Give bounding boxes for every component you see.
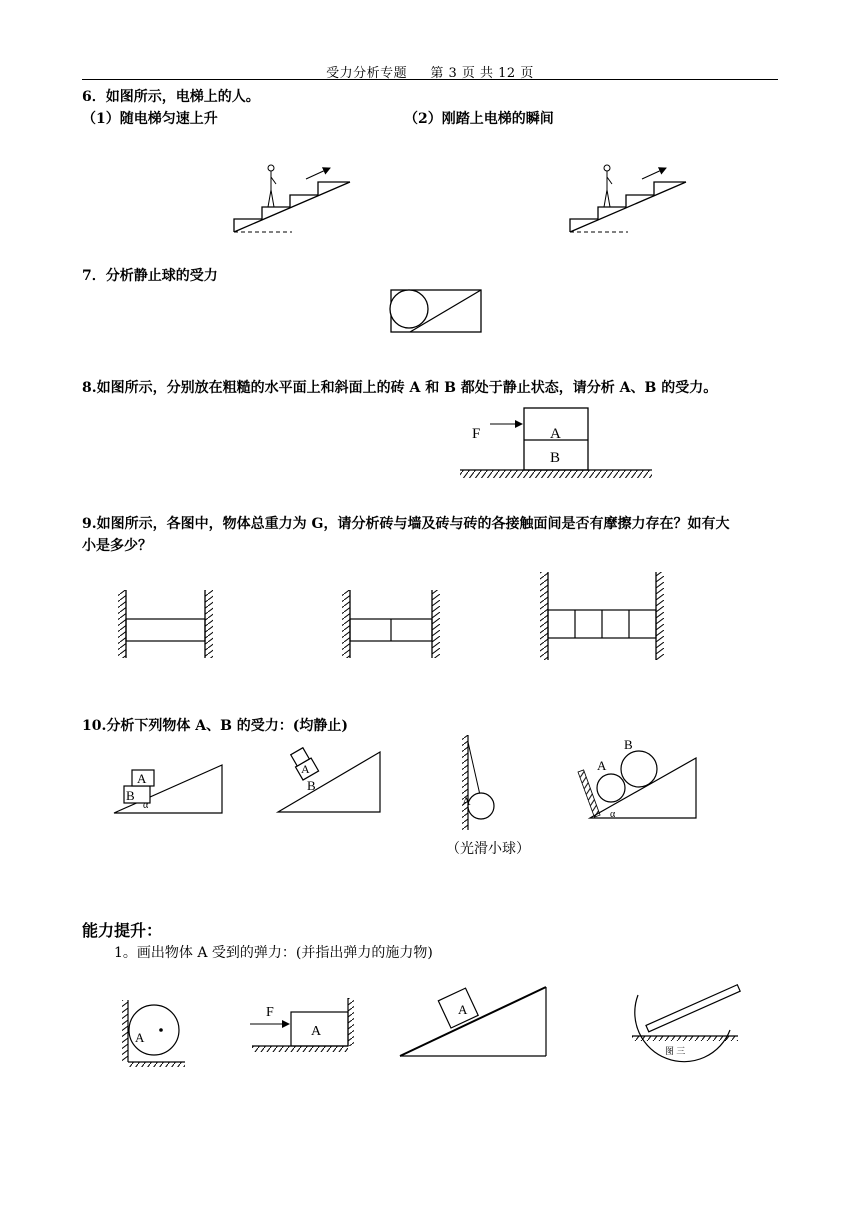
ability-section-title: 能力提升： bbox=[82, 921, 163, 940]
header-title: 受力分析专题 bbox=[326, 66, 408, 81]
question-9-text-line1: 9.如图所示，各图中，物体总重力为 G，请分析砖与墙及砖与砖的各接触面间是否有摩擦力存在？如有大 bbox=[82, 516, 730, 532]
ability-block-wall-figure bbox=[250, 998, 354, 1052]
ability-block-incline-figure bbox=[400, 987, 546, 1056]
ball-in-box-figure bbox=[390, 290, 481, 332]
q10-fig4-label-b: B bbox=[624, 737, 633, 752]
incline-stacked-blocks-figure bbox=[114, 765, 222, 813]
incline-tilted-blocks-figure bbox=[278, 747, 380, 812]
ability-ball-corner-figure bbox=[122, 1000, 185, 1067]
ability-item-1: 1。画出物体 A 受到的弹力：(并指出弹力的施力物) bbox=[114, 945, 433, 961]
escalator-figure-1 bbox=[234, 165, 350, 232]
question-6-text: 6．如图所示，电梯上的人。 bbox=[82, 89, 260, 105]
ability-fig3-label-a: A bbox=[458, 1002, 468, 1017]
stacked-bricks-figure bbox=[460, 408, 652, 478]
question-6-sub2: （2）刚踏上电梯的瞬间 bbox=[404, 111, 554, 127]
ability-fig2-label-f: F bbox=[266, 1005, 274, 1020]
header-page-info: 第 3 页 共 12 页 bbox=[430, 66, 534, 81]
q10-fig2-label-b: B bbox=[307, 778, 316, 793]
q8-label-b: B bbox=[550, 450, 561, 466]
walls-one-brick-figure bbox=[118, 590, 213, 658]
ability-rod-bowl-figure bbox=[632, 985, 740, 1062]
question-8-text: 8.如图所示，分别放在粗糙的水平面上和斜面上的砖 A 和 B 都处于静止状态，请分析 A、B 的受力。 bbox=[82, 380, 718, 396]
question-6-sub1: （1）随电梯匀速上升 bbox=[82, 111, 218, 127]
question-10-text: 10.分析下列物体 A、B 的受力：(均静止) bbox=[82, 718, 349, 734]
walls-four-bricks-figure bbox=[540, 572, 664, 660]
question-10-caption: （光滑小球） bbox=[446, 841, 530, 857]
q10-fig1-alpha: α bbox=[143, 800, 149, 811]
ability-fig1-label-a: A bbox=[135, 1030, 145, 1045]
escalator-figure-2 bbox=[570, 165, 686, 232]
walls-two-bricks-figure bbox=[342, 590, 440, 658]
q10-fig4-alpha: α bbox=[610, 809, 616, 820]
ability-fig4-caption: 图 三 bbox=[665, 1046, 686, 1056]
q8-label-f: F bbox=[472, 426, 481, 442]
q8-label-a: A bbox=[550, 426, 561, 442]
q10-fig2-label-a: A bbox=[301, 762, 310, 776]
q10-fig1-label-b: B bbox=[126, 788, 135, 803]
question-9-text-line2: 小是多少？ bbox=[82, 538, 152, 554]
q10-fig3-label-a: A bbox=[462, 794, 471, 808]
ability-fig2-label-a: A bbox=[311, 1024, 322, 1039]
q10-fig1-label-a: A bbox=[137, 771, 147, 786]
q10-fig4-label-a: A bbox=[597, 758, 607, 773]
incline-two-balls-figure bbox=[578, 737, 696, 820]
question-7-text: 7．分析静止球的受力 bbox=[82, 268, 218, 284]
hanging-ball-wall-figure bbox=[462, 735, 494, 830]
